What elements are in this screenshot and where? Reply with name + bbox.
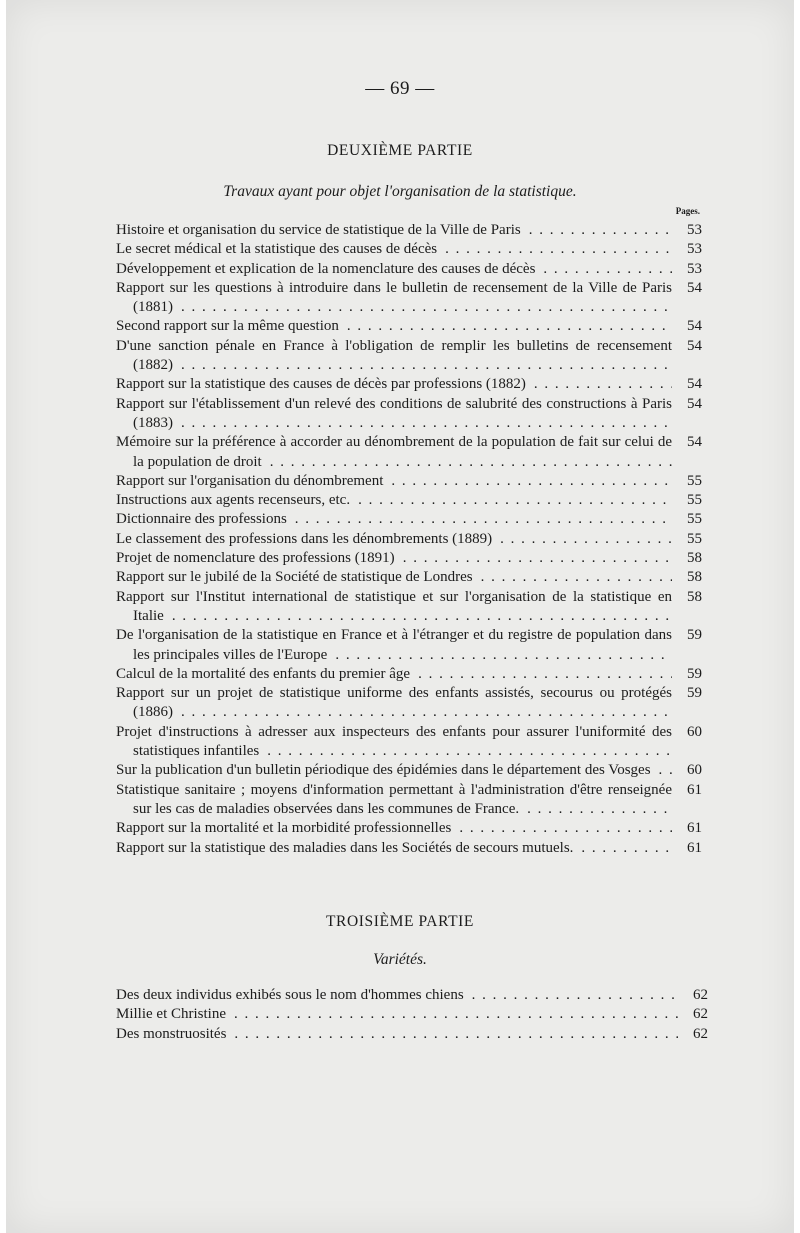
part-two-subtitle: Travaux ayant pour objet l'organisation de la statistique. [223,183,577,200]
toc-entry-page-number: 59 [672,684,702,703]
toc-entry-page-number: 60 [672,723,702,742]
toc-entry [116,491,702,510]
toc-entry [116,260,702,279]
toc-entry-title: Dictionnaire des professions . . . [116,510,672,529]
toc-entry [116,530,702,549]
toc-entry-title: Des monstruosités . . . [116,1025,678,1044]
toc-entry-title: Rapport sur l'organisation du dénombrement . . . [116,472,672,491]
toc-entry-title: Rapport sur un projet de statistique uniforme des enfants assistés, secourus ou protégés (1886) . . . [116,684,672,723]
toc-entry [116,761,702,780]
toc-entry-title: Rapport sur l'établissement d'un relevé des conditions de salubrité des constructions à Paris (1883) . . . [116,395,672,434]
toc-entry [116,375,702,394]
toc-entry-page-number: 53 [672,240,702,259]
toc-entry-page-number: 61 [672,819,702,838]
toc-entry-title: D'une sanction pénale en France à l'obligation de remplir les bulletins de recensement (1882) . . . [116,337,672,376]
toc-entry [116,665,702,684]
toc-entry-page-number: 61 [672,781,702,800]
toc-entry [116,240,702,259]
toc-entry-page-number: 55 [672,530,702,549]
toc-entry [116,221,702,240]
toc-entry-page-number: 55 [672,491,702,510]
toc-entry-page-number: 54 [672,279,702,298]
toc-entry-title: Des deux individus exhibés sous le nom d'hommes chiens . . . [116,986,678,1005]
toc-entry-title: Projet d'instructions à adresser aux inspecteurs des enfants pour assurer l'uniformité des statistiques infantiles . . . [116,723,672,762]
toc-entry [116,395,702,434]
pages-column-label: Pages. [675,206,700,216]
toc-entry-page-number: 58 [672,549,702,568]
toc-entry [116,549,702,568]
toc-entry-page-number: 54 [672,433,702,452]
toc-entry-title: Sur la publication d'un bulletin périodique des épidémies dans le département des Vosges . . . [116,761,672,780]
toc-entry-title: Statistique sanitaire ; moyens d'information permettant à l'administration d'être renseignée sur les cas de maladies observées dans les communes de France. . . . [116,781,672,820]
toc-entry-page-number: 59 [672,665,702,684]
part-two-table-of-contents [116,221,702,858]
toc-entry-title: Instructions aux agents recenseurs, etc. . . . [116,491,672,510]
toc-entry [116,317,702,336]
toc-entry [116,588,702,627]
part-three-subtitle: Variétés. [373,951,427,968]
toc-entry-page-number: 61 [672,839,702,858]
toc-entry-title: Rapport sur la mortalité et la morbidité professionnelles . . . [116,819,672,838]
toc-entry-page-number: 58 [672,588,702,607]
toc-entry [116,568,702,587]
toc-entry-page-number: 60 [672,761,702,780]
toc-entry-page-number: 54 [672,375,702,394]
toc-entry [116,723,702,762]
toc-entry [116,337,702,376]
toc-entry [116,986,708,1005]
toc-entry-page-number: 62 [678,1005,708,1024]
toc-entry [116,839,702,858]
toc-entry-title: Mémoire sur la préférence à accorder au dénombrement de la population de fait sur celui de la population de droit . . . [116,433,672,472]
toc-entry [116,472,702,491]
toc-entry-page-number: 55 [672,510,702,529]
toc-entry-title: Le classement des professions dans les dénombrements (1889) . . . [116,530,672,549]
toc-entry-title: Le secret médical et la statistique des causes de décès . . . [116,240,672,259]
toc-entry [116,781,702,820]
toc-entry-page-number: 62 [678,986,708,1005]
toc-entry-page-number: 53 [672,260,702,279]
toc-entry [116,1025,708,1044]
toc-entry [116,510,702,529]
toc-entry-page-number: 54 [672,317,702,336]
page-number: — 69 — [365,78,435,99]
toc-entry-title: Rapport sur les questions à introduire dans le bulletin de recensement de la Ville de Paris (1881) . . . [116,279,672,318]
toc-entry-page-number: 58 [672,568,702,587]
toc-entry-title: Rapport sur l'Institut international de statistique et sur l'organisation de la statistique en Italie . . . [116,588,672,627]
document-page [6,0,794,1233]
toc-entry-page-number: 54 [672,337,702,356]
toc-entry-title: Histoire et organisation du service de statistique de la Ville de Paris . . . [116,221,672,240]
toc-entry [116,684,702,723]
toc-entry-page-number: 62 [678,1025,708,1044]
toc-entry-title: Rapport sur le jubilé de la Société de statistique de Londres . . . [116,568,672,587]
toc-entry-page-number: 53 [672,221,702,240]
toc-entry [116,819,702,838]
toc-entry-title: Rapport sur la statistique des maladies dans les Sociétés de secours mutuels. . . . [116,839,672,858]
part-three-table-of-contents [116,986,708,1044]
toc-entry-title: Développement et explication de la nomenclature des causes de décès . . . [116,260,672,279]
toc-entry-title: De l'organisation de la statistique en France et à l'étranger et du registre de population dans les principales villes de l'Europe . . . [116,626,672,665]
toc-entry-page-number: 59 [672,626,702,645]
toc-entry-title: Projet de nomenclature des professions (1891) . . . [116,549,672,568]
toc-entry-title: Calcul de la mortalité des enfants du premier âge . . . [116,665,672,684]
part-three-title: TROISIÈME PARTIE [325,913,475,930]
toc-entry [116,1005,708,1024]
toc-entry-page-number: 54 [672,395,702,414]
toc-entry [116,279,702,318]
toc-entry-title: Millie et Christine . . . [116,1005,678,1024]
part-two-title: DEUXIÈME PARTIE [327,142,473,159]
toc-entry-page-number: 55 [672,472,702,491]
toc-entry-title: Rapport sur la statistique des causes de décès par professions (1882) . . . [116,375,672,394]
toc-entry [116,626,702,665]
toc-entry [116,433,702,472]
toc-entry-title: Second rapport sur la même question . . . [116,317,672,336]
